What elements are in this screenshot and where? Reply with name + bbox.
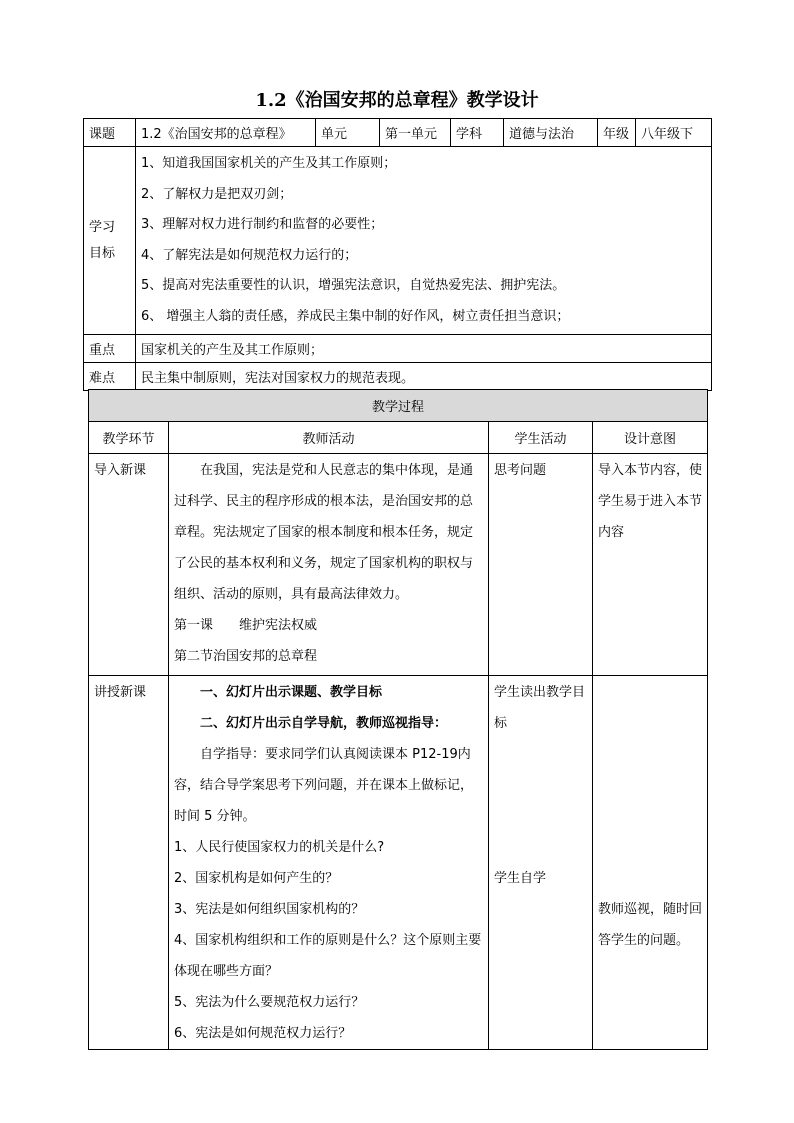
objective-item: 2、了解权力是把双刃剑；	[141, 186, 293, 202]
intro-paragraph: 在我国，宪法是党和人民意志的集中体现，是通过科学、民主的程序形成的根本法，是治国安邦的总章程。宪法规定了国家的根本制度和根本任务，规定了公民的基本权利和义务，规定了国家机构的职权与组织、活动的原则，具有最高法律效力。	[174, 463, 474, 602]
grade-label: 年级	[598, 119, 636, 147]
objectives-label-text: 学习目标	[89, 219, 116, 261]
key-point-label: 重点	[84, 335, 136, 363]
question-item: 3、宪法是如何组织国家机构的？	[174, 902, 365, 917]
header-teacher: 教师活动	[169, 422, 489, 454]
question-item: 1、人民行使国家权力的机关是什么?	[174, 840, 385, 855]
lesson-info-table	[83, 118, 712, 391]
intro-lesson-title: 第一课 维护宪法权威	[174, 618, 318, 633]
difficulty-text: 民主集中制原则，宪法对国家权力的规范表现。	[136, 363, 712, 391]
question-item: 4、国家机构组织和工作的原则是什么？这个原则主要体现在哪些方面？	[174, 933, 482, 979]
new-teacher-activity	[169, 676, 489, 1050]
question-item: 5、宪法为什么要规范权力运行？	[174, 995, 365, 1010]
subject-value: 道德与法治	[504, 119, 598, 147]
question-item: 6、宪法是如何规范权力运行？	[174, 1026, 352, 1041]
key-point-text: 国家机关的产生及其工作原则；	[136, 335, 712, 363]
topic-label: 课题	[84, 119, 136, 147]
objective-item: 1、知道我国国家机关的产生及其工作原则；	[141, 156, 397, 171]
teaching-process-table	[88, 389, 708, 1050]
grade-value: 八年级下	[636, 119, 712, 147]
intro-intent: 导入本节内容，使学生易于进入本节内容	[593, 454, 708, 676]
step-two: 二、幻灯片出示自学导航，教师巡视指导：	[200, 716, 448, 731]
topic-value: 1.2《治国安邦的总章程》	[136, 119, 316, 147]
subject-label: 学科	[451, 119, 504, 147]
objectives-list	[136, 147, 712, 335]
new-student-activity	[489, 676, 593, 1050]
objective-item: 5、提高对宪法重要性的认识，增强宪法意识，自觉热爱宪法、拥护宪法。	[141, 278, 566, 293]
new-stage: 讲授新课	[89, 676, 169, 1050]
step-one: 一、幻灯片出示课题、教学目标	[200, 685, 383, 700]
unit-label: 单元	[316, 119, 380, 147]
unit-value: 第一单元	[380, 119, 451, 147]
intro-student-activity: 思考问题	[489, 454, 593, 676]
objective-item: 3、理解对权力进行制约和监督的必要性；	[141, 217, 384, 232]
intro-section-title: 第二节治国安邦的总章程	[174, 649, 318, 664]
header-stage: 教学环节	[89, 422, 169, 454]
page-title: 1.2《治国安邦的总章程》教学设计	[255, 90, 539, 111]
new-intent-text: 教师巡视，随时回答学生的问题。	[598, 902, 703, 948]
objectives-label	[84, 147, 136, 335]
intro-teacher-activity	[169, 454, 489, 676]
objective-item: 4、了解宪法是如何规范权力运行的；	[141, 247, 358, 263]
self-study-guide: 自学指导：要求同学们认真阅读课本 P12-19内容，结合导学案思考下列问题，并在课本上做标记，时间 5 分钟。	[174, 747, 474, 824]
header-intent: 设计意图	[593, 422, 708, 454]
header-student: 学生活动	[489, 422, 593, 454]
student-read-objectives: 学生读出教学目标	[494, 685, 586, 731]
new-intent	[593, 676, 708, 1050]
question-item: 2、国家机构是如何产生的？	[174, 871, 339, 886]
student-self-study: 学生自学	[494, 871, 547, 886]
difficulty-label: 难点	[84, 363, 136, 391]
process-section-title: 教学过程	[89, 390, 708, 422]
objective-item: 6、 增强主人翁的责任感，养成民主集中制的好作风，树立责任担当意识；	[141, 308, 570, 324]
intro-stage: 导入新课	[89, 454, 169, 676]
